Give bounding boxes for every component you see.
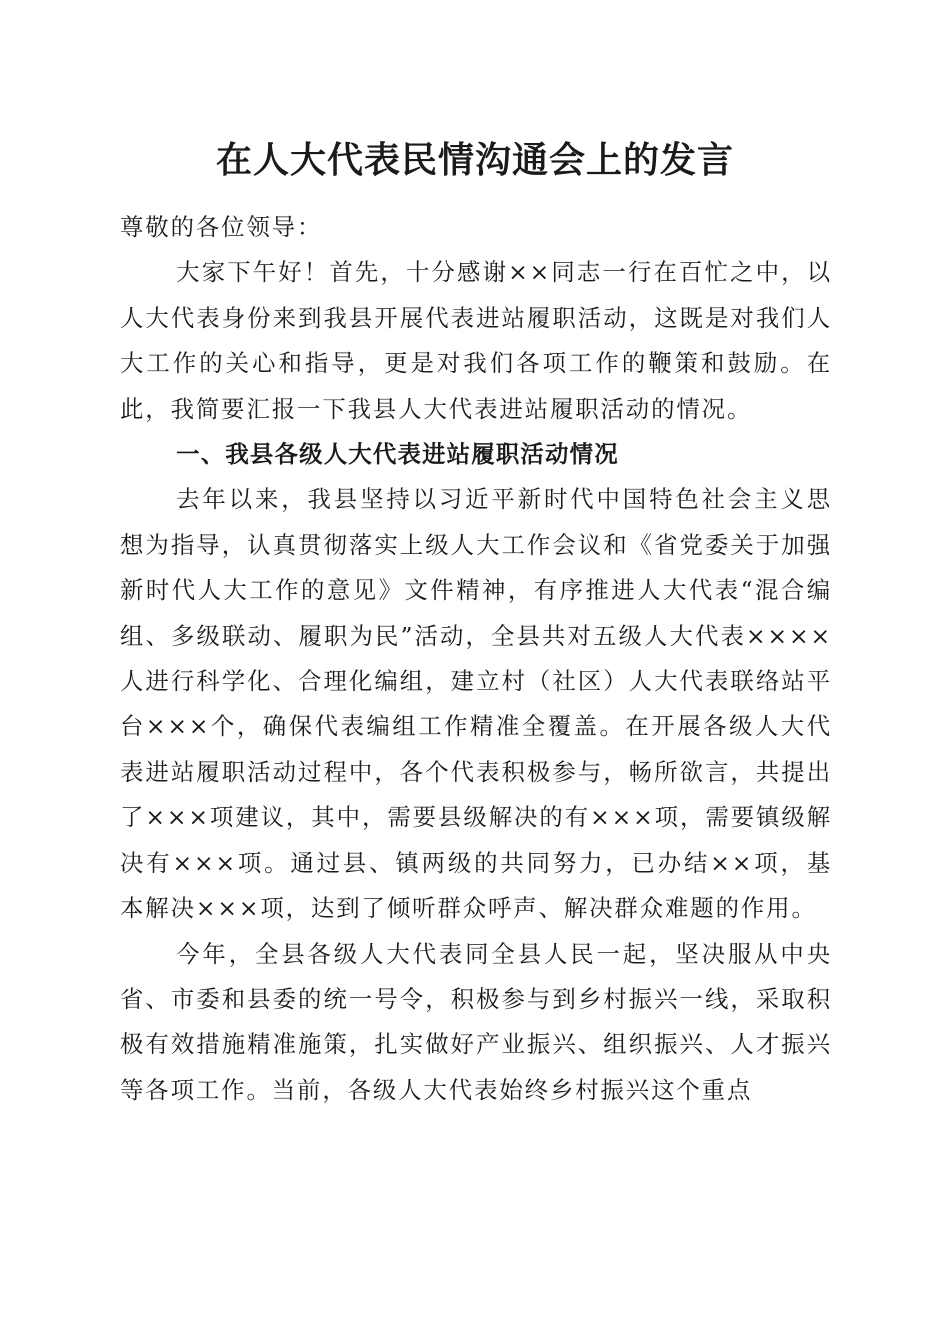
paragraph-this-year: 今年，全县各级人大代表同全县人民一起，坚决服从中央省、市委和县委的统一号令，积极参与到乡村振兴一线，采取积极有效措施精准施策，扎实做好产业振兴、组织振兴、人才振兴等各项工作。当前，各级人大代表始终乡村振兴这个重点 [120, 939, 832, 1104]
paragraph-last-year: 去年以来，我县坚持以习近平新时代中国特色社会主义思想为指导，认真贯彻落实上级人大工作会议和《省党委关于加强新时代人大工作的意见》文件精神，有序推进人大代表“混合编组、多级联动、履职为民”活动，全县共对五级人大代表××××人进行科学化、合理化编组，建立村（社区）人大代表联络站平台×××个，确保代表编组工作精准全覆盖。在开展各级人大代表进站履职活动过程中，各个代表积极参与，畅所欲言，共提出了×××项建议，其中，需要县级解决的有×××项，需要镇级解决有×××项。通过县、镇两级的共同努力，已办结××项，基本解决×××项，达到了倾听群众呼声、解决群众难题的作用。 [120, 485, 832, 923]
document-body [120, 205, 832, 1113]
paragraph-opening: 大家下午好！首先，十分感谢××同志一行在百忙之中，以人大代表身份来到我县开展代表进站履职活动，这既是对我们人大工作的关心和指导，更是对我们各项工作的鞭策和鼓励。在此，我简要汇报一下我县人大代表进站履职活动的情况。 [120, 258, 832, 423]
salutation: 尊敬的各位领导： [120, 213, 323, 241]
document-title: 在人大代表民情沟通会上的发言 [215, 139, 734, 181]
section-heading-1: 一、我县各级人大代表进站履职活动情况 [176, 440, 619, 469]
